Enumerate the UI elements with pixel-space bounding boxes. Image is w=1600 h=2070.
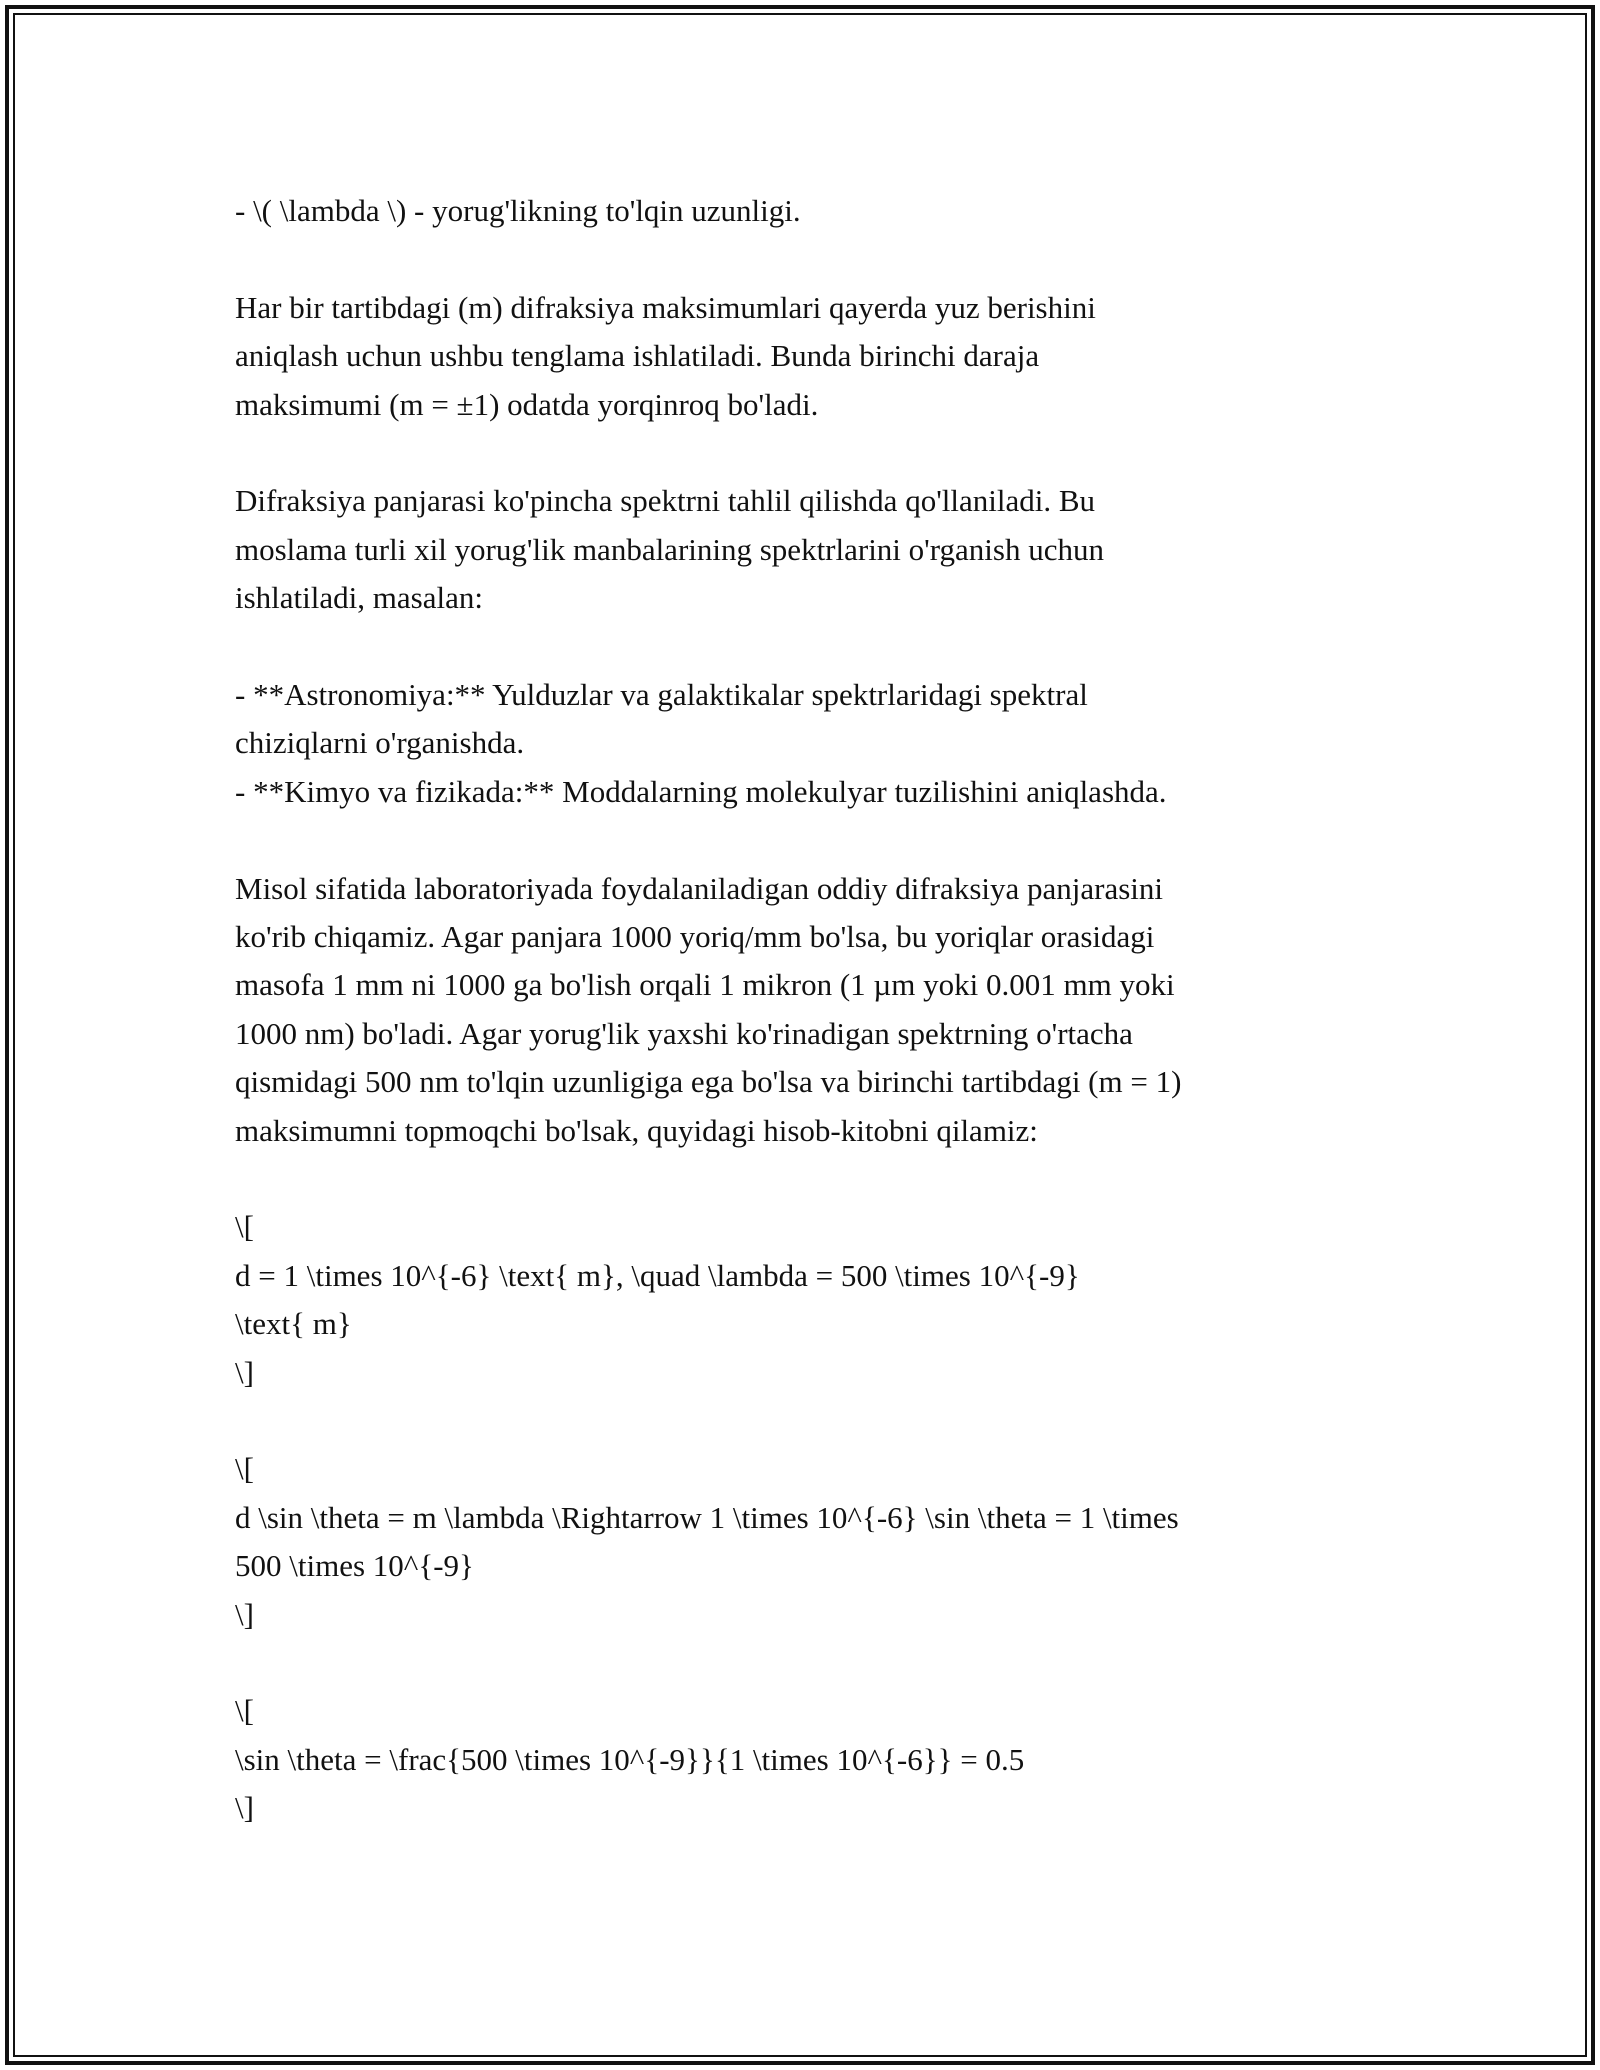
text-line: - \( \lambda \) - yorug'likning to'lqin uzunligi. [235, 193, 801, 228]
text-line: maksimumni topmoqchi bo'lsak, quyidagi hisob-kitobni qilamiz: [235, 1112, 1038, 1148]
text-line: Difraksiya panjarasi ko'pincha spektrni tahlil qilishda qo'llaniladi. Bu [235, 483, 1096, 519]
document-body [235, 187, 1365, 1833]
blank-line [235, 1155, 1365, 1203]
equation-line: \[ [235, 1209, 254, 1245]
blank-line [235, 816, 1365, 864]
text-line: maksimumi (m = ±1) odatda yorqinroq bo'ladi. [235, 386, 819, 422]
text-line: qismidagi 500 nm to'lqin uzunligiga ega bo'lsa va birinchi tartibdagi (m = 1) [235, 1064, 1182, 1100]
text-line: moslama turli xil yorug'lik manbalarining spektrlarini o'rganish uchun [235, 531, 1104, 567]
equation-line: d \sin \theta = m \lambda \Rightarrow 1 \times 10^{-6} \sin \theta = 1 \times [235, 1499, 1179, 1535]
equation-line: \] [235, 1596, 254, 1632]
list-item-line: - **Astronomiya:** Yulduzlar va galaktikalar spektrlaridagi spektral [235, 677, 1088, 713]
equation-line: 500 \times 10^{-9} [235, 1548, 474, 1584]
text-line: Har bir tartibdagi (m) difraksiya maksimumlari qayerda yuz berishini [235, 289, 1096, 325]
text-line: ishlatiladi, masalan: [235, 580, 483, 616]
blank-line [235, 1397, 1365, 1445]
text-line: ko'rib chiqamiz. Agar panjara 1000 yoriq/mm bo'lsa, bu yoriqlar orasidagi [235, 919, 1155, 955]
text-line: 1000 nm) bo'ladi. Agar yorug'lik yaxshi ko'rinadigan spektrning o'rtacha [235, 1015, 1133, 1051]
text-line: Misol sifatida laboratoriyada foydalaniladigan oddiy difraksiya panjarasini [235, 870, 1164, 906]
equation-line: \[ [235, 1693, 254, 1729]
equation-line: d = 1 \times 10^{-6} \text{ m}, \quad \lambda = 500 \times 10^{-9} [235, 1257, 1080, 1293]
list-item-line: - **Kimyo va fizikada:** Moddalarning molekulyar tuzilishini aniqlashda. [235, 773, 1167, 809]
equation-line: \] [235, 1790, 254, 1826]
blank-line [235, 1639, 1365, 1687]
text-line: masofa 1 mm ni 1000 ga bo'lish orqali 1 mikron (1 µm yoki 0.001 mm yoki [235, 967, 1175, 1003]
equation-line: \sin \theta = \frac{500 \times 10^{-9}}{1 \times 10^{-6}} = 0.5 [235, 1741, 1025, 1777]
text-line: aniqlash uchun ushbu tenglama ishlatiladi. Bunda birinchi daraja [235, 338, 1040, 374]
blank-line [235, 429, 1365, 477]
equation-line: \text{ m} [235, 1306, 352, 1342]
equation-line: \[ [235, 1451, 254, 1487]
blank-line [235, 235, 1365, 283]
blank-line [235, 623, 1365, 671]
list-item-line: chiziqlarni o'rganishda. [235, 725, 525, 761]
equation-line: \] [235, 1354, 254, 1390]
